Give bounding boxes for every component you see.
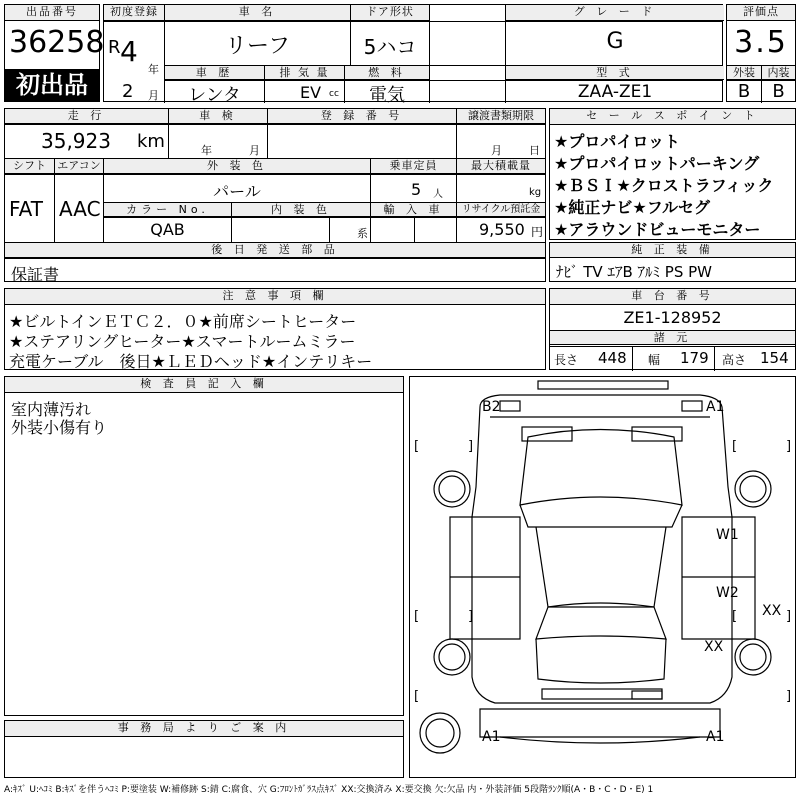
bracket-mark: ] <box>786 689 792 704</box>
era: R <box>108 37 121 58</box>
score: 3.5 <box>734 25 788 60</box>
exterior-color-label: 外 装 色 <box>104 159 370 174</box>
reg-year: 4 <box>120 35 138 68</box>
bracket-mark: [ <box>414 609 420 624</box>
mileage: 35,923 <box>41 129 111 153</box>
chassis-label: 車 台 番 号 <box>550 289 795 305</box>
height-label: 高さ <box>722 353 747 367</box>
history: レンタ <box>188 85 241 106</box>
bracket-mark: [ <box>414 439 420 454</box>
shift-label: シフト <box>5 159 54 174</box>
bracket-mark: [ <box>414 689 420 704</box>
lot-box <box>4 4 105 102</box>
ext-grade: B <box>737 81 751 102</box>
car-diagram <box>409 376 796 778</box>
insp-year-unit: 年 <box>201 144 212 157</box>
color-no-label: カラー No. <box>104 203 231 217</box>
damage-mark: W2 <box>716 585 739 601</box>
capacity-label: 乗車定員 <box>371 159 456 174</box>
reg-month: 2 <box>122 81 134 102</box>
recycle-unit: 円 <box>531 225 544 239</box>
recycle: 9,550 <box>479 220 525 239</box>
inspector-box <box>4 376 404 716</box>
car-name: リーフ <box>225 34 290 59</box>
grade: G <box>606 29 624 54</box>
bracket-mark: [ <box>732 609 738 624</box>
sales-point-item: ★ＢＳＩ★クロストラフィック <box>554 176 774 195</box>
lot-number: 36258 <box>9 25 105 60</box>
door-label: ドア形状 <box>351 5 429 21</box>
length-value: 448 <box>598 349 627 367</box>
ac-label: エアコン <box>55 159 103 174</box>
details-box <box>4 108 546 282</box>
notes-box <box>4 288 546 370</box>
plate-label: 登 録 番 号 <box>268 109 456 124</box>
damage-mark: A1 <box>706 729 725 745</box>
bracket-mark: ] <box>786 439 792 454</box>
equipment-label: 純 正 装 備 <box>550 243 795 258</box>
shift: FAT <box>9 197 44 221</box>
fuel-label: 燃 料 <box>345 66 429 80</box>
car-outline <box>410 377 795 777</box>
chassis-number: ZE1-128952 <box>623 308 722 327</box>
notes-label: 注 意 事 項 欄 <box>5 289 545 305</box>
bracket-mark: [ <box>732 439 738 454</box>
score-box <box>726 4 796 102</box>
capacity: 5 <box>411 180 422 199</box>
load-label: 最大積載量 <box>457 159 545 174</box>
exterior-color: パール <box>213 182 261 201</box>
mileage-unit: km <box>137 131 165 152</box>
ext-label: 外装 <box>727 66 761 80</box>
inspector-label: 検 査 員 記 入 欄 <box>5 377 403 393</box>
grade-label: グ レ ー ド <box>506 5 724 21</box>
import-label: 輸 入 車 <box>371 203 456 217</box>
bracket-mark: ] <box>468 609 474 624</box>
capacity-unit: 人 <box>433 189 443 200</box>
month-unit: 月 <box>148 89 159 102</box>
office-box <box>4 720 404 778</box>
equipment-value: ﾅﾋﾞ TV ｴｱB ｱﾙﾐ PS PW <box>556 263 712 281</box>
chassis-box <box>549 288 796 370</box>
header-box <box>103 4 723 106</box>
later-parts-label: 後 日 発 送 部 品 <box>5 243 545 258</box>
damage-mark: A1 <box>706 399 725 415</box>
damage-mark: XX <box>762 603 782 619</box>
transfer-label: 譲渡書類期限 <box>457 109 545 124</box>
reg-label: 初度登録 <box>104 5 164 21</box>
width-value: 179 <box>680 349 709 367</box>
lot-label: 出品番号 <box>5 5 99 21</box>
load-unit: kg <box>529 187 542 198</box>
interior-color-unit: 系 <box>357 227 368 240</box>
displacement: EV <box>300 83 322 102</box>
displacement-unit: cc <box>329 89 339 99</box>
first-listing-badge: 初出品 <box>5 69 99 101</box>
fuel: 電気 <box>369 85 405 106</box>
equipment-box <box>549 242 796 282</box>
damage-mark: B2 <box>482 399 501 415</box>
int-label: 内装 <box>762 66 795 80</box>
color-no: QAB <box>150 220 185 239</box>
inspector-line: 室内薄汚れ <box>11 400 92 419</box>
name-label: 車 名 <box>165 5 350 21</box>
interior-color-label: 内 装 色 <box>232 203 370 217</box>
insp-month-unit: 月 <box>249 144 260 157</box>
sales-point-item: ★純正ナビ★フルセグ <box>554 198 711 217</box>
width-label: 幅 <box>648 353 661 367</box>
sales-points-box <box>549 108 796 240</box>
inspector-line: 外装小傷有り <box>11 418 108 437</box>
inspection-label: 車 検 <box>169 109 267 124</box>
model-label: 型 式 <box>506 66 724 80</box>
dimensions-label: 諸 元 <box>550 330 795 345</box>
length-label: 長さ <box>554 353 579 367</box>
recycle-label: リサイクル預託金 <box>457 203 545 217</box>
sales-point-item: ★プロパイロットパーキング <box>554 154 760 173</box>
transfer-month-unit: 月 <box>491 144 502 157</box>
sales-point-item: ★アラウンドビューモニター <box>554 220 761 239</box>
door-type: 5ハコ <box>363 35 417 59</box>
mileage-label: 走 行 <box>5 109 168 124</box>
notes-line: ★ビルトインＥＴＣ２．０★前席シートヒーター <box>9 312 357 331</box>
bracket-mark: ] <box>468 439 474 454</box>
score-label: 評価点 <box>727 5 795 21</box>
year-unit: 年 <box>148 63 159 76</box>
office-label: 事 務 局 よ り ご 案 内 <box>5 721 403 737</box>
bracket-mark: ] <box>786 609 792 624</box>
notes-line: ★ステアリングヒーター★スマートルームミラー <box>9 332 356 351</box>
damage-mark: XX <box>704 639 724 655</box>
sales-points-label: セ ー ル ス ポ イ ン ト <box>550 109 795 125</box>
transfer-day-unit: 日 <box>529 144 540 157</box>
ac: AAC <box>59 197 101 221</box>
notes-line: 充電ケーブル 後日★ＬＥＤヘッド★インテリキー <box>9 352 373 371</box>
damage-mark: A1 <box>482 729 501 745</box>
int-grade: B <box>772 81 785 102</box>
history-label: 車 歴 <box>165 66 264 80</box>
sales-point-item: ★プロパイロット <box>554 132 681 151</box>
model: ZAA-ZE1 <box>577 82 653 102</box>
legend: A:ｷｽﾞ U:ﾍｺﾐ B:ｷｽﾞを伴うﾍｺﾐ P:要塗装 W:補修跡 S:錆 C:腐食、穴 G:ﾌﾛﾝﾄｶﾞﾗｽ点ｷｽﾞ XX:交換済み X:要交換 欠:欠品 内・外装評価 5段階ﾗﾝｸ順(A・B・C・D・E) 1 <box>4 785 654 795</box>
displacement-label: 排 気 量 <box>265 66 344 80</box>
damage-mark: W1 <box>716 527 739 543</box>
later-parts: 保証書 <box>11 265 60 284</box>
height-value: 154 <box>760 349 789 367</box>
